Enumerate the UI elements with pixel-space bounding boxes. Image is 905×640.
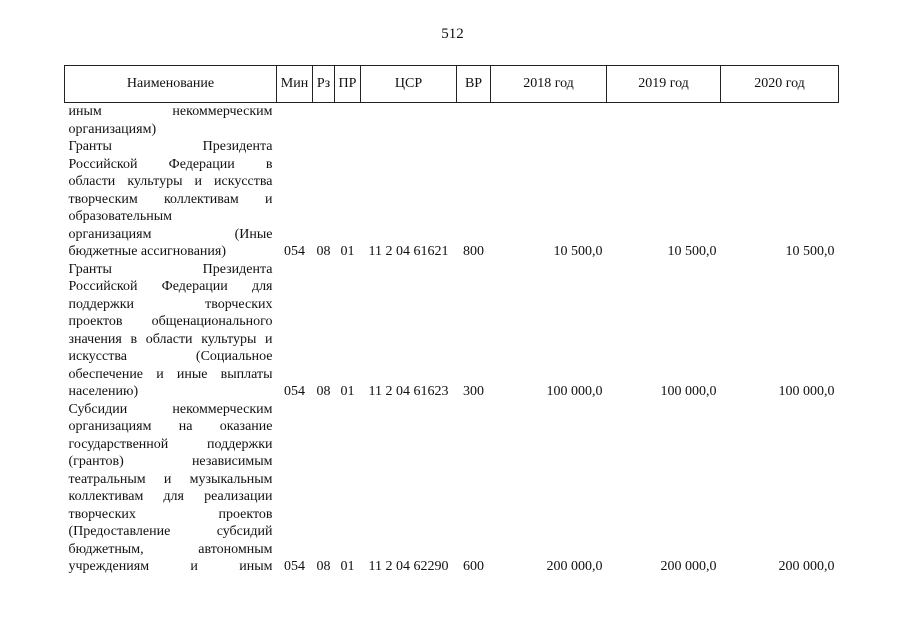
name-line: иным некоммерческим bbox=[68, 104, 273, 119]
cell-csr: 11 2 04 61621 bbox=[368, 244, 449, 259]
name-line: Гранты Президента bbox=[68, 261, 273, 277]
cell-2020: 100 000,0 bbox=[778, 384, 835, 399]
cell-2020 bbox=[721, 103, 839, 139]
cell-csr bbox=[361, 103, 457, 139]
budget-table bbox=[64, 65, 839, 576]
table-row bbox=[65, 103, 839, 139]
cell-pr bbox=[335, 103, 361, 139]
name-line: театральным и музыкальным bbox=[68, 471, 273, 487]
name-line: обеспечение и иные выплаты bbox=[68, 366, 273, 382]
table-row bbox=[65, 138, 839, 261]
header-2019: 2019 год bbox=[607, 66, 721, 103]
cell-rz: 08 bbox=[316, 384, 331, 399]
cell-min: 054 bbox=[284, 559, 305, 574]
header-csr: ЦСР bbox=[361, 66, 457, 103]
header-min: Мин bbox=[277, 66, 313, 103]
header-vr: ВР bbox=[457, 66, 491, 103]
name-line: организациям на оказание bbox=[68, 419, 273, 434]
cell-pr: 01 bbox=[340, 384, 355, 399]
cell-min: 054 bbox=[284, 384, 305, 399]
table-header-row bbox=[65, 66, 839, 103]
page-number: 512 bbox=[441, 26, 464, 42]
header-2018: 2018 год bbox=[491, 66, 607, 103]
name-line: значения в области культуры и bbox=[68, 331, 273, 347]
cell-vr: 800 bbox=[463, 244, 484, 259]
row-name bbox=[65, 103, 277, 139]
name-line: населению) bbox=[68, 384, 139, 399]
header-2020: 2020 год bbox=[721, 66, 839, 103]
name-line: творческих проектов bbox=[68, 506, 273, 522]
name-line: организациям (Иные bbox=[68, 226, 273, 242]
cell-csr: 11 2 04 62290 bbox=[368, 559, 449, 574]
name-line: бюджетным, автономным bbox=[68, 541, 273, 557]
name-line: искусства (Социальное bbox=[68, 349, 273, 364]
row-name bbox=[65, 401, 277, 576]
row-name bbox=[65, 138, 277, 261]
cell-2018: 10 500,0 bbox=[553, 244, 603, 259]
name-line: коллективам для реализации bbox=[68, 489, 273, 504]
name-line: Гранты Президента bbox=[68, 139, 273, 154]
cell-2019: 100 000,0 bbox=[660, 384, 717, 399]
name-line: области культуры и искусства bbox=[68, 174, 273, 189]
cell-vr: 600 bbox=[463, 559, 484, 574]
cell-2018: 200 000,0 bbox=[546, 559, 603, 574]
cell-vr: 300 bbox=[463, 384, 484, 399]
cell-pr: 01 bbox=[340, 244, 355, 259]
table-row bbox=[65, 261, 839, 401]
name-line: образовательным bbox=[68, 209, 173, 224]
cell-2020: 200 000,0 bbox=[778, 559, 835, 574]
header-pr: ПР bbox=[335, 66, 361, 103]
name-line: Российской Федерации для bbox=[68, 279, 273, 294]
cell-2018: 100 000,0 bbox=[546, 384, 603, 399]
header-name: Наименование bbox=[65, 66, 277, 103]
cell-min bbox=[277, 103, 313, 139]
cell-2019: 200 000,0 bbox=[660, 559, 717, 574]
cell-2019: 10 500,0 bbox=[667, 244, 717, 259]
cell-2020: 10 500,0 bbox=[785, 244, 835, 259]
name-line: (грантов) независимым bbox=[68, 454, 273, 469]
cell-2018 bbox=[491, 103, 607, 139]
cell-min: 054 bbox=[284, 244, 305, 259]
cell-rz: 08 bbox=[316, 559, 331, 574]
name-line: учреждениям и иным bbox=[68, 559, 273, 574]
name-line: Субсидии некоммерческим bbox=[68, 401, 273, 417]
name-line: (Предоставление субсидий bbox=[68, 524, 273, 539]
name-line: государственной поддержки bbox=[68, 436, 273, 452]
cell-vr bbox=[457, 103, 491, 139]
name-line: проектов общенационального bbox=[68, 314, 273, 329]
header-rz: Рз bbox=[313, 66, 335, 103]
cell-2019 bbox=[607, 103, 721, 139]
name-line: творческим коллективам и bbox=[68, 191, 273, 207]
row-name bbox=[65, 261, 277, 401]
cell-rz bbox=[313, 103, 335, 139]
name-line: поддержки творческих bbox=[68, 296, 273, 312]
cell-csr: 11 2 04 61623 bbox=[368, 384, 449, 399]
name-line: организациям) bbox=[68, 121, 157, 137]
cell-pr: 01 bbox=[340, 559, 355, 574]
cell-rz: 08 bbox=[316, 244, 331, 259]
name-line: Российской Федерации в bbox=[68, 156, 273, 172]
name-line: бюджетные ассигнования) bbox=[68, 244, 227, 259]
table-row bbox=[65, 401, 839, 576]
